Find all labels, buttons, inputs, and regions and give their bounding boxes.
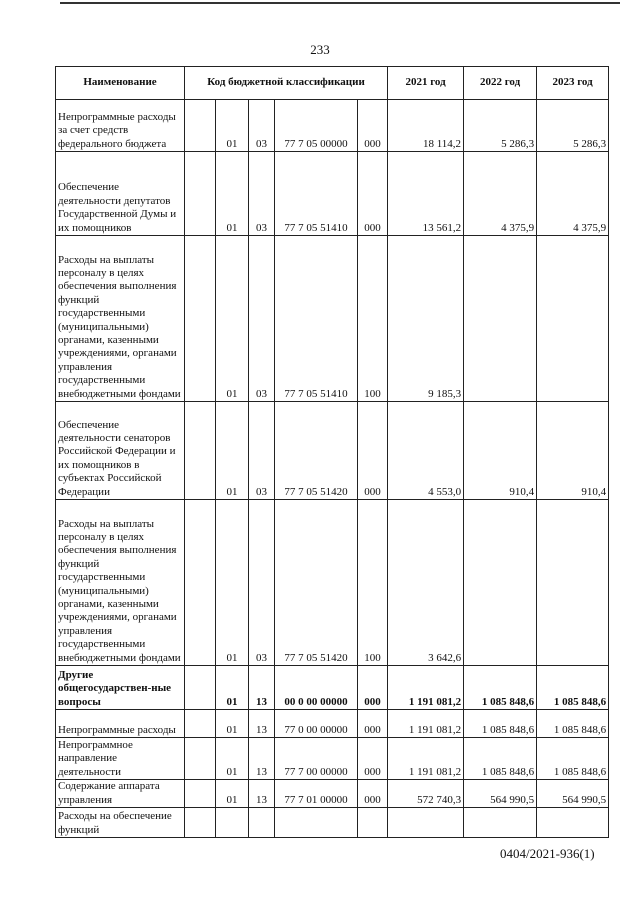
row-empty-cell: [185, 500, 216, 666]
row-empty-cell: [185, 152, 216, 236]
row-name: Обеспечение деятельности сенаторов Российской Федерации и их помощников в субъектах Российской Федерации: [56, 402, 185, 500]
table-row-section: [56, 666, 609, 710]
row-value-2021: 3 642,6: [388, 500, 464, 666]
row-name: Непрограммные расходы: [56, 710, 185, 738]
row-vid-rashodov: 000: [358, 402, 388, 500]
row-value-2022: 1 085 848,6: [464, 710, 537, 738]
row-razdel: 01: [216, 780, 249, 808]
header-2022: 2022 год: [464, 67, 537, 100]
page-number: 233: [310, 42, 330, 57]
top-border-line: [60, 2, 620, 4]
row-value-2022: 1 085 848,6: [464, 738, 537, 780]
row-value-2021: 4 553,0: [388, 402, 464, 500]
row-podrazdel: 03: [249, 152, 275, 236]
row-podrazdel: 13: [249, 780, 275, 808]
row-name: Расходы на выплаты персоналу в целях обеспечения выполнения функций государственными (муниципальными) органами, казенными учреждениями, органами управления государственными внебюджетными фондами: [56, 500, 185, 666]
row-value-2023: 910,4: [537, 402, 609, 500]
row-razdel: 01: [216, 738, 249, 780]
row-value-2021: 9 185,3: [388, 236, 464, 402]
row-empty-cell: [185, 666, 216, 710]
row-name: Содержание аппарата управления: [56, 780, 185, 808]
table-row: [56, 152, 609, 236]
row-value-2022: 910,4: [464, 402, 537, 500]
row-razdel: 01: [216, 500, 249, 666]
row-value-2023: [537, 808, 609, 838]
row-name: Обеспечение деятельности депутатов Государственной Думы и их помощников: [56, 152, 185, 236]
row-value-2022: 564 990,5: [464, 780, 537, 808]
row-value-2021: 13 561,2: [388, 152, 464, 236]
row-tselevaya-statya: 77 7 00 00000: [275, 738, 358, 780]
row-name: Расходы на обеспечение функций: [56, 808, 185, 838]
row-empty-cell: [185, 236, 216, 402]
row-value-2022: 4 375,9: [464, 152, 537, 236]
row-razdel: [216, 808, 249, 838]
row-value-2021: 18 114,2: [388, 100, 464, 152]
row-value-2023: 1 085 848,6: [537, 710, 609, 738]
row-vid-rashodov: 000: [358, 738, 388, 780]
row-empty-cell: [185, 780, 216, 808]
row-vid-rashodov: [358, 808, 388, 838]
row-razdel: 01: [216, 152, 249, 236]
row-value-2023: 1 085 848,6: [537, 738, 609, 780]
row-value-2022: [464, 500, 537, 666]
row-tselevaya-statya: 77 0 00 00000: [275, 710, 358, 738]
row-value-2021: 1 191 081,2: [388, 710, 464, 738]
row-vid-rashodov: 000: [358, 780, 388, 808]
row-value-2023: [537, 500, 609, 666]
budget-table: [55, 66, 609, 838]
row-podrazdel: [249, 808, 275, 838]
row-name: Непрограммное направление деятельности: [56, 738, 185, 780]
row-empty-cell: [185, 710, 216, 738]
row-razdel: 01: [216, 710, 249, 738]
row-razdel: 01: [216, 402, 249, 500]
row-value-2023: 564 990,5: [537, 780, 609, 808]
row-podrazdel: 03: [249, 402, 275, 500]
row-vid-rashodov: 000: [358, 710, 388, 738]
row-vid-rashodov: 100: [358, 500, 388, 666]
row-value-2023: 1 085 848,6: [537, 666, 609, 710]
row-empty-cell: [185, 100, 216, 152]
table-row: [56, 710, 609, 738]
row-tselevaya-statya: 77 7 05 51410: [275, 236, 358, 402]
row-name: Расходы на выплаты персоналу в целях обеспечения выполнения функций государственными (муниципальными) органами, казенными учреждениями, органами управления государственными внебюджетными фондами: [56, 236, 185, 402]
row-value-2023: 4 375,9: [537, 152, 609, 236]
row-vid-rashodov: 100: [358, 236, 388, 402]
table-row: [56, 236, 609, 402]
row-empty-cell: [185, 402, 216, 500]
row-empty-cell: [185, 738, 216, 780]
row-razdel: 01: [216, 236, 249, 402]
row-tselevaya-statya: 77 7 05 00000: [275, 100, 358, 152]
table-row: [56, 500, 609, 666]
row-value-2022: 5 286,3: [464, 100, 537, 152]
row-empty-cell: [185, 808, 216, 838]
row-value-2021: 1 191 081,2: [388, 738, 464, 780]
row-name: Другие общегосударствен-ные вопросы: [56, 666, 185, 710]
row-vid-rashodov: 000: [358, 100, 388, 152]
row-tselevaya-statya: 00 0 00 00000: [275, 666, 358, 710]
row-value-2021: [388, 808, 464, 838]
table-row: [56, 780, 609, 808]
row-podrazdel: 03: [249, 100, 275, 152]
header-name: Наименование: [56, 67, 185, 100]
row-tselevaya-statya: [275, 808, 358, 838]
row-value-2021: 1 191 081,2: [388, 666, 464, 710]
row-tselevaya-statya: 77 7 05 51420: [275, 500, 358, 666]
header-2021: 2021 год: [388, 67, 464, 100]
row-vid-rashodov: 000: [358, 152, 388, 236]
row-name: Непрограммные расходы за счет средств федерального бюджета: [56, 100, 185, 152]
row-value-2023: [537, 236, 609, 402]
row-podrazdel: 13: [249, 738, 275, 780]
row-podrazdel: 13: [249, 710, 275, 738]
row-tselevaya-statya: 77 7 05 51420: [275, 402, 358, 500]
row-value-2021: 572 740,3: [388, 780, 464, 808]
row-podrazdel: 03: [249, 236, 275, 402]
header-code: Код бюджетной классификации: [185, 67, 388, 100]
row-vid-rashodov: 000: [358, 666, 388, 710]
row-razdel: 01: [216, 100, 249, 152]
row-podrazdel: 13: [249, 666, 275, 710]
row-razdel: 01: [216, 666, 249, 710]
row-value-2022: [464, 808, 537, 838]
row-tselevaya-statya: 77 7 01 00000: [275, 780, 358, 808]
table-row: [56, 808, 609, 838]
table-header-row: [56, 67, 609, 100]
row-value-2022: [464, 236, 537, 402]
table-row: [56, 100, 609, 152]
row-tselevaya-statya: 77 7 05 51410: [275, 152, 358, 236]
row-value-2022: 1 085 848,6: [464, 666, 537, 710]
document-footer-code: 0404/2021-936(1): [500, 846, 595, 861]
table-row: [56, 738, 609, 780]
row-podrazdel: 03: [249, 500, 275, 666]
header-2023: 2023 год: [537, 67, 609, 100]
row-value-2023: 5 286,3: [537, 100, 609, 152]
table-row: [56, 402, 609, 500]
